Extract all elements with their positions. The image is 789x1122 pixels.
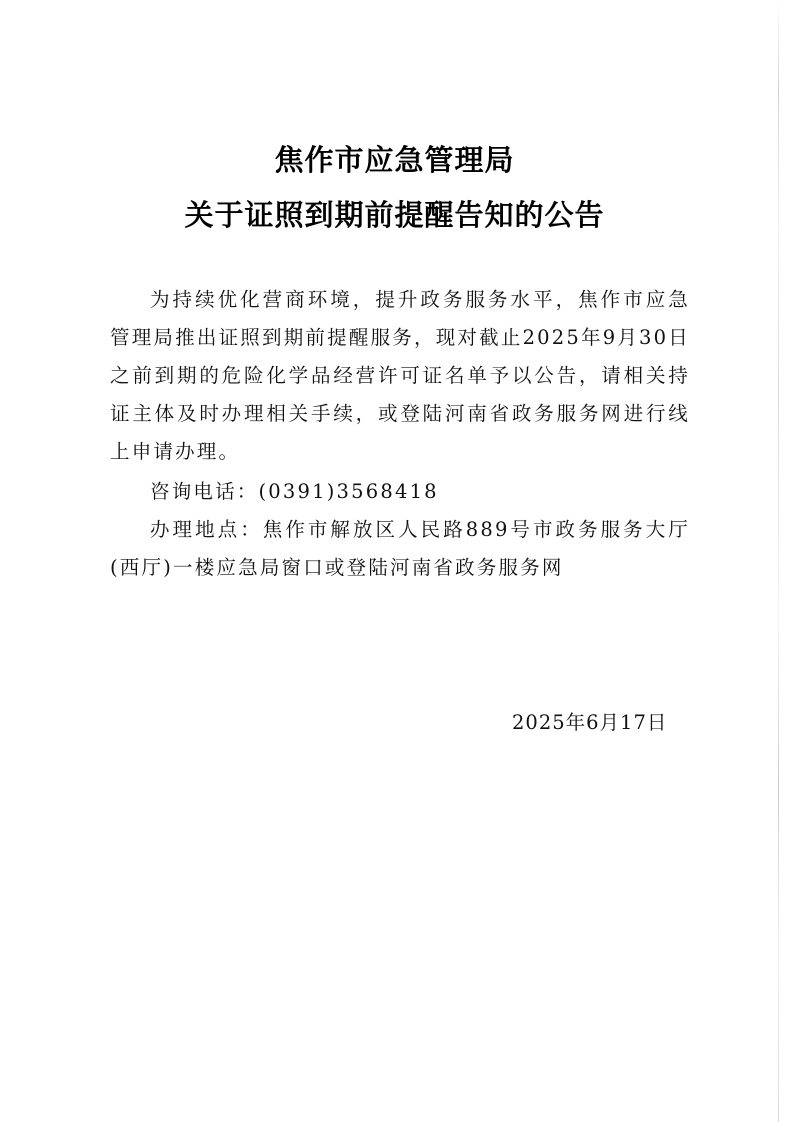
consult-phone: 咨询电话：(0391)3568418	[150, 480, 439, 503]
document-title-subject: 关于证照到期前提醒告知的公告	[184, 198, 605, 232]
office-address: 办理地点：焦作市解放区人民路889号市政务服务大厅(西厅)一楼应急局窗口或登陆河南省政务服务网	[110, 518, 690, 579]
document-title-org: 焦作市应急管理局	[274, 143, 515, 177]
main-paragraph: 为持续优化营商环境，提升政务服务水平，焦作市应急管理局推出证照到期前提醒服务，现对截止2025年9月30日之前到期的危险化学品经营许可证名单予以公告，请相关持证主体及时办理相关手续，或登陆河南省政务服务网进行线上申请办理。	[110, 288, 690, 463]
document-date: 2025年6月17日	[512, 711, 668, 734]
